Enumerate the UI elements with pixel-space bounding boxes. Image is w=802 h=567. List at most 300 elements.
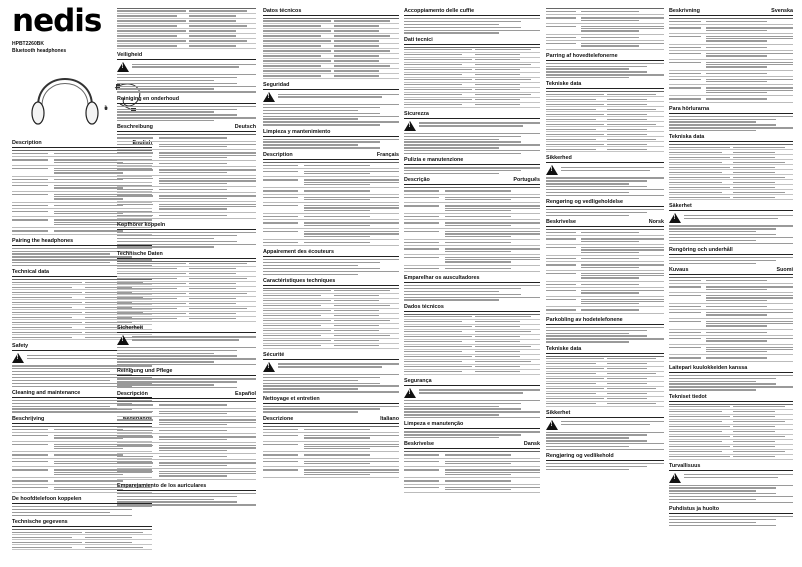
text-line (475, 94, 531, 95)
warning-block (669, 473, 793, 483)
spec-value (607, 393, 664, 394)
spec-value (733, 177, 793, 178)
text-line (263, 222, 298, 223)
part-name (12, 167, 54, 175)
text-line (12, 194, 48, 195)
spec-table (263, 288, 399, 349)
section-title: Puhdistus ja huolto (669, 506, 720, 513)
section (669, 247, 793, 264)
part-function (159, 188, 256, 191)
text-line (189, 298, 236, 299)
part-name (546, 257, 581, 260)
spec-value (334, 40, 399, 41)
description-row (263, 169, 399, 178)
text-line (581, 45, 639, 46)
spec-value (607, 109, 664, 110)
text-line (12, 386, 132, 387)
text-line (404, 197, 439, 198)
spec-key (263, 320, 334, 321)
text-line (12, 454, 48, 455)
text-line (607, 149, 647, 150)
description-table (404, 451, 540, 493)
spec-value (607, 149, 664, 150)
part-name (404, 241, 445, 244)
section-header (117, 325, 256, 333)
text-line (304, 236, 371, 237)
section (404, 37, 540, 108)
text-line (263, 310, 331, 311)
spec-key (263, 55, 334, 56)
text-line (581, 26, 664, 27)
text-line (12, 337, 72, 338)
spec-value (334, 25, 399, 26)
spec-key (546, 129, 607, 130)
spec-value (607, 358, 664, 359)
text-line (159, 137, 227, 138)
text-line (278, 363, 399, 364)
spec-key (404, 351, 475, 352)
text-line (334, 20, 390, 21)
text-line (669, 124, 776, 125)
text-line (546, 43, 576, 44)
text-line (159, 475, 227, 476)
part-function (706, 346, 793, 354)
text-line (404, 336, 472, 337)
spec-key (669, 162, 733, 163)
text-line (117, 353, 214, 354)
spec-key (263, 30, 334, 31)
section-title: Parkobling av hodetelefonene (546, 316, 623, 323)
text-line (117, 120, 214, 121)
spec-key (117, 303, 189, 304)
text-line (117, 381, 237, 382)
description-row (546, 288, 664, 297)
text-line (706, 286, 793, 287)
text-line (669, 260, 776, 261)
section-header (669, 365, 793, 373)
text-line (546, 195, 664, 196)
text-line (334, 335, 390, 336)
part-function (581, 10, 664, 13)
part-name (404, 196, 445, 202)
warning-text (684, 473, 793, 483)
part-function (445, 196, 540, 202)
text-line (404, 291, 499, 292)
spec-key (263, 290, 334, 291)
text-line (159, 424, 227, 425)
text-line (669, 280, 701, 281)
spec-row (117, 44, 256, 49)
spec-value (189, 268, 256, 269)
text-line (546, 446, 629, 447)
text-line (404, 27, 521, 28)
part-name (546, 237, 581, 243)
text-line (334, 320, 390, 321)
text-line (445, 248, 540, 249)
section (669, 365, 793, 391)
spec-key (669, 456, 733, 457)
spec-key (404, 321, 475, 322)
text-line (607, 403, 656, 404)
spec-value (334, 75, 399, 76)
text-line (117, 189, 153, 190)
section (263, 8, 399, 79)
text-line (733, 157, 775, 158)
spec-table (546, 91, 664, 152)
spec-value (189, 15, 256, 16)
text-line (706, 92, 767, 93)
text-line (733, 147, 784, 148)
spec-value (189, 30, 256, 31)
text-line (117, 278, 177, 279)
text-line (263, 305, 321, 306)
text-line (733, 436, 784, 437)
text-line (546, 403, 596, 404)
text-line (546, 109, 596, 110)
section (546, 453, 664, 470)
text-line (117, 35, 177, 36)
part-function (706, 20, 793, 23)
section-title: Beschreibung (117, 124, 153, 131)
text-line (54, 463, 123, 464)
text-line (669, 121, 756, 122)
description-table (263, 426, 399, 479)
text-line (546, 466, 647, 467)
section-title: Laitepari kuulokkeiden kanssa (669, 364, 748, 371)
text-line (475, 371, 521, 372)
description-table (669, 18, 793, 103)
section-header (404, 111, 540, 119)
section-header (117, 124, 256, 132)
spec-key (117, 25, 189, 26)
section-header (669, 267, 793, 275)
text-line (669, 525, 776, 526)
spec-value (334, 335, 399, 336)
spec-key (117, 15, 189, 16)
part-function (706, 26, 793, 32)
text-line (304, 190, 371, 191)
part-function (706, 311, 793, 317)
spec-key (12, 547, 85, 548)
text-line (669, 516, 793, 517)
text-line (117, 30, 186, 31)
spec-value (334, 65, 399, 66)
spec-key (12, 327, 85, 328)
text-line (263, 116, 399, 117)
column-6 (669, 8, 793, 560)
text-line (445, 199, 512, 200)
text-line (304, 205, 399, 206)
text-line (706, 357, 767, 358)
text-line (475, 366, 521, 367)
text-line (669, 177, 730, 178)
language-label: Suomi (776, 267, 793, 274)
text-line (669, 172, 722, 173)
spec-value (334, 340, 399, 341)
spec-key (263, 330, 334, 331)
text-line (117, 163, 153, 164)
text-line (546, 358, 604, 359)
part-function (581, 42, 664, 48)
part-name (546, 25, 581, 33)
text-line (669, 240, 756, 241)
text-line (607, 94, 656, 95)
text-line (263, 216, 298, 217)
section-header (404, 157, 540, 165)
spec-value (733, 187, 793, 188)
spec-key (117, 278, 189, 279)
part-name (12, 184, 54, 190)
spec-value (475, 361, 540, 362)
text-line (159, 215, 227, 216)
text-line (304, 461, 399, 462)
section-header (404, 177, 540, 185)
part-function (159, 444, 256, 452)
spec-value (334, 325, 399, 326)
text-line (54, 213, 123, 214)
text-line (546, 273, 576, 274)
text-line (419, 389, 540, 390)
part-name (669, 78, 706, 84)
section-title: Technische gegevens (12, 519, 68, 526)
text-line (445, 257, 540, 258)
text-line (263, 469, 298, 470)
text-line (733, 441, 775, 442)
description-row (117, 193, 256, 202)
text-line (607, 119, 647, 120)
text-line (404, 21, 521, 22)
spec-key (117, 308, 189, 309)
warning-icon (117, 62, 129, 72)
part-name (117, 151, 159, 159)
part-function (445, 189, 540, 192)
text-line (117, 215, 153, 216)
text-line (669, 228, 776, 229)
text-line (669, 312, 701, 313)
text-line (706, 36, 793, 37)
spec-key (404, 346, 475, 347)
text-line (607, 104, 647, 105)
spec-value (733, 446, 793, 447)
part-name (263, 196, 304, 202)
text-line (546, 209, 664, 210)
spec-value (607, 134, 664, 135)
text-line (404, 406, 499, 407)
text-line (263, 147, 380, 148)
text-line (546, 443, 664, 444)
spec-key (263, 70, 334, 71)
spec-value (189, 313, 256, 314)
description-row (546, 271, 664, 282)
text-line (263, 139, 399, 140)
text-line (12, 262, 110, 263)
text-line (607, 358, 656, 359)
part-function (304, 189, 399, 192)
text-line (304, 446, 399, 447)
section-title: De hoofdtelefoon koppelen (12, 496, 82, 503)
text-line (404, 400, 540, 401)
description-row (404, 255, 540, 266)
text-line (189, 308, 246, 309)
part-function (581, 257, 664, 260)
warning-icon (669, 473, 681, 483)
text-line (607, 129, 647, 130)
spec-value (733, 406, 793, 407)
column-5 (546, 8, 664, 560)
section-header (404, 378, 540, 386)
text-line (546, 77, 629, 78)
part-function (706, 97, 793, 100)
text-line (475, 79, 531, 80)
product-name: Bluetooth headphones (12, 48, 67, 54)
text-line (561, 167, 664, 168)
spec-key (404, 104, 475, 105)
text-line (159, 404, 227, 405)
section-title: Dati tecnici (404, 36, 433, 43)
spec-value (475, 74, 540, 75)
text-line (607, 109, 656, 110)
text-line (263, 315, 321, 316)
language-label: Dansk (523, 441, 540, 448)
part-name (12, 152, 54, 155)
text-line (334, 30, 380, 31)
text-line (607, 134, 647, 135)
text-line (607, 99, 647, 100)
section-title: Reinigung und Pflege (117, 368, 173, 375)
part-name (12, 453, 54, 456)
spec-key (404, 366, 475, 367)
spec-value (607, 383, 664, 384)
spec-value (607, 119, 664, 120)
section-header (669, 203, 793, 211)
text-line (117, 88, 214, 89)
text-line (404, 49, 472, 50)
text-line (546, 299, 576, 300)
text-line (445, 463, 512, 464)
text-line (12, 307, 72, 308)
spec-key (12, 317, 85, 318)
text-line (669, 225, 793, 226)
text-line (404, 346, 472, 347)
section-header (117, 251, 256, 259)
spec-value (475, 104, 540, 105)
part-name (669, 285, 706, 291)
part-name (669, 46, 706, 49)
spec-key (404, 89, 475, 90)
text-line (12, 469, 48, 470)
text-line (669, 426, 730, 427)
text-line (546, 333, 629, 334)
description-row (669, 60, 793, 71)
spec-table (263, 18, 399, 79)
warning-block (404, 388, 540, 398)
section (546, 219, 664, 314)
spec-table (404, 314, 540, 375)
text-line (684, 477, 778, 478)
text-line (445, 231, 540, 232)
text-line (334, 70, 380, 71)
part-name (263, 428, 304, 431)
part-name (263, 178, 304, 186)
part-name (117, 162, 159, 165)
spec-value (475, 49, 540, 50)
text-line (263, 408, 380, 409)
text-line (546, 124, 604, 125)
description-row (546, 236, 664, 245)
part-function (159, 429, 256, 432)
text-line (263, 335, 321, 336)
text-line (669, 441, 722, 442)
spec-value (733, 456, 793, 457)
section-title: Emparejamiento de los auriculares (117, 482, 207, 489)
text-line (404, 54, 462, 55)
text-line (607, 398, 647, 399)
text-line (117, 350, 237, 351)
text-line (54, 153, 123, 154)
spec-value (475, 89, 540, 90)
text-line (404, 216, 439, 217)
spec-value (733, 167, 793, 168)
text-line (581, 232, 639, 233)
section-header (117, 391, 256, 399)
text-line (733, 182, 775, 183)
text-line (733, 446, 775, 447)
text-line (669, 147, 730, 148)
text-line (334, 290, 390, 291)
spec-row (404, 370, 540, 375)
description-row (117, 202, 256, 213)
text-line (117, 106, 256, 107)
spec-key (117, 10, 189, 11)
section (546, 410, 664, 451)
section (117, 52, 256, 93)
text-line (404, 411, 540, 412)
text-line (445, 251, 512, 252)
text-line (546, 440, 647, 441)
section-header (263, 416, 399, 424)
spec-key (117, 318, 189, 319)
section-header (117, 222, 256, 230)
text-line (404, 222, 439, 223)
warning-block (117, 335, 256, 345)
part-function (159, 177, 256, 185)
text-line (684, 474, 793, 475)
text-line (581, 273, 664, 274)
part-name (12, 210, 54, 216)
text-line (404, 437, 499, 438)
part-function (706, 337, 793, 343)
text-line (12, 251, 132, 252)
section-title: Nettoyage et entretien (263, 395, 320, 402)
text-line (546, 99, 596, 100)
part-name (546, 231, 581, 234)
text-line (263, 70, 331, 71)
section-title: Caractéristiques techniques (263, 277, 336, 284)
text-line (706, 55, 767, 56)
spec-key (117, 268, 189, 269)
part-function (304, 164, 399, 167)
warning-text (132, 335, 256, 345)
description-row (117, 176, 256, 187)
text-line (263, 411, 358, 412)
spec-key (669, 177, 733, 178)
text-line (263, 165, 298, 166)
svg-text:1: 1 (104, 105, 108, 112)
text-line (117, 404, 153, 405)
description-row (669, 85, 793, 96)
spec-key (669, 406, 733, 407)
part-name (263, 221, 304, 227)
